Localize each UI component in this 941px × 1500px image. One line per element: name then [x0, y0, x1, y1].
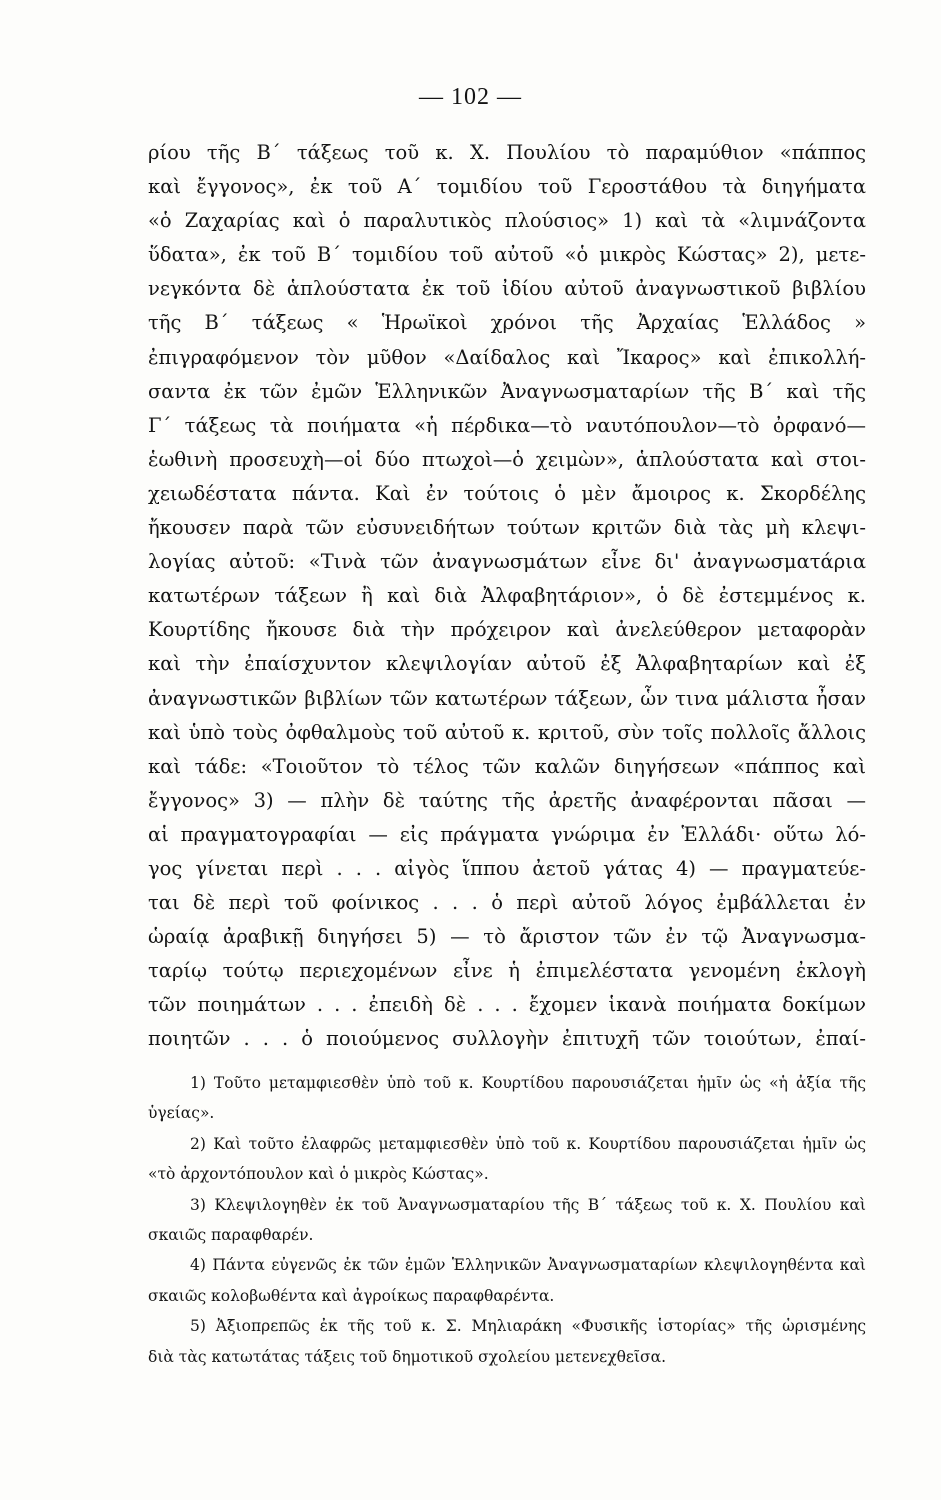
body-line: Γ΄ τάξεως τὰ ποιήματα «ἡ πέρδικα—τὸ ναυτόπουλον—τὸ ὀρφανό— — [148, 413, 866, 437]
body-line: καὶ ὑπὸ τοὺς ὀφθαλμοὺς τοῦ αὐτοῦ κ. κριτοῦ, σὺν τοῖς πολλοῖς ἄλλοις — [148, 720, 866, 744]
body-line: λογίας αὐτοῦ: «Τινὰ τῶν ἀναγνωσμάτων εἶνε δι' ἀναγνωσματάρια — [148, 550, 866, 574]
body-line: τῶν ποιημάτων . . . ἐπειδὴ δὲ . . . ἔχομεν ἱκανὰ ποιήματα δοκίμων — [148, 993, 866, 1017]
body-line: ὕδατα», ἐκ τοῦ Β΄ τομιδίου τοῦ αὐτοῦ «ὁ μικρὸς Κώστας» 2), μετε- — [148, 243, 866, 267]
page-number: — 102 — — [419, 84, 522, 110]
body-line: ἐπιγραφόμενον τὸν μῦθον «Δαίδαλος καὶ Ἴκαρος» καὶ ἐπικολλή- — [148, 345, 866, 369]
body-line: ται δὲ περὶ τοῦ φοίνικος . . . ὁ περὶ αὐτοῦ λόγος ἐμβάλλεται ἐν — [148, 891, 866, 915]
body-line: ἑωθινὴ προσευχὴ—οἱ δύο πτωχοὶ—ὁ χειμὼν», ἁπλούστατα καὶ στοι- — [148, 447, 866, 471]
body-line: ἤκουσεν παρὰ τῶν εὐσυνειδήτων τούτων κριτῶν διὰ τὰς μὴ κλεψι- — [148, 516, 866, 540]
footnote-3: 3) Κλεψιλογηθὲν ἐκ τοῦ Ἀναγνωσματαρίου τῆς Β΄ τάξεως τοῦ κ. Χ. Πουλίου καὶ — [190, 1195, 866, 1214]
body-line: «ὁ Ζαχαρίας καὶ ὁ παραλυτικὸς πλούσιος» 1) καὶ τὰ «λιμνάζοντα — [148, 209, 866, 233]
footnote-4-continuation: σκαιῶς κολοβωθέντα καὶ ἀγροίκως παραφθαρέντα. — [148, 1286, 555, 1305]
body-line: ὡραίᾳ ἀραβικῇ διηγήσει 5) — τὸ ἄριστον τῶν ἐν τῷ Ἀναγνωσμα- — [148, 925, 866, 949]
body-line: γος γίνεται περὶ . . . αἰγὸς ἵππου ἀετοῦ γάτας 4) — πραγματεύε- — [148, 856, 866, 880]
body-line: κατωτέρων τάξεων ἢ καὶ διὰ Ἀλφαβητάριον», ὁ δὲ ἐστεμμένος κ. — [148, 584, 866, 608]
body-text — [148, 136, 866, 1057]
body-line: Κουρτίδης ἤκουσε διὰ τὴν πρόχειρον καὶ ἀνελεύθερον μεταφορὰν — [148, 618, 866, 642]
body-line: χειωδέστατα πάντα. Καὶ ἐν τούτοις ὁ μὲν ἄμοιρος κ. Σκορδέλης — [148, 481, 866, 505]
body-line: σαντα ἐκ τῶν ἐμῶν Ἑλληνικῶν Ἀναγνωσματαρίων τῆς Β΄ καὶ τῆς — [148, 379, 866, 403]
body-line: καὶ ἔγγονος», ἐκ τοῦ Α΄ τομιδίου τοῦ Γεροστάθου τὰ διηγήματα — [148, 175, 866, 199]
body-line: ἔγγονος» 3) — πλὴν δὲ ταύτης τῆς ἀρετῆς ἀναφέρονται πᾶσαι — — [148, 788, 866, 812]
body-line: ρίου τῆς Β΄ τάξεως τοῦ κ. Χ. Πουλίου τὸ παραμύθιον «πάππος — [148, 141, 866, 164]
body-line: ταρίῳ τούτῳ περιεχομένων εἶνε ἡ ἐπιμελέστατα γενομένη ἐκλογὴ — [148, 959, 866, 983]
footnotes — [148, 1068, 866, 1372]
footnote-4: 4) Πάντα εὐγενῶς ἐκ τῶν ἐμῶν Ἑλληνικῶν Ἀναγνωσματαρίων κλεψιλογηθέντα καὶ — [190, 1256, 866, 1275]
footnote-5: 5) Ἀξιοπρεπῶς ἐκ τῆς τοῦ κ. Σ. Μηλιαράκη «Φυσικῆς ἱστορίας» τῆς ὡρισμένης — [190, 1317, 866, 1336]
body-line: αἱ πραγματογραφίαι — εἰς πράγματα γνώριμα ἐν Ἑλλάδι· οὕτω λό- — [148, 822, 866, 846]
body-line: νεγκόντα δὲ ἁπλούστατα ἐκ τοῦ ἰδίου αὐτοῦ ἀναγνωστικοῦ βιβλίου — [148, 277, 866, 301]
footnote-3-continuation: σκαιῶς παραφθαρέν. — [148, 1225, 314, 1244]
footnote-5-continuation: διὰ τὰς κατωτάτας τάξεις τοῦ δημοτικοῦ σχολείου μετενεχθεῖσα. — [148, 1347, 666, 1366]
body-line: ποιητῶν . . . ὁ ποιούμενος συλλογὴν ἐπιτυχῆ τῶν τοιούτων, ἐπαί- — [148, 1027, 866, 1051]
footnote-1-continuation: ὑγείας». — [148, 1104, 215, 1123]
body-line: τῆς Β΄ τάξεως « Ἡρωϊκοὶ χρόνοι τῆς Ἀρχαίας Ἑλλάδος » — [148, 311, 866, 335]
footnote-1: 1) Τοῦτο μεταμφιεσθὲν ὑπὸ τοῦ κ. Κουρτίδου παρουσιάζεται ἡμῖν ὡς «ἡ ἀξία τῆς — [190, 1074, 866, 1092]
footnote-2-continuation: «τὸ ἀρχοντόπουλον καὶ ὁ μικρὸς Κώστας». — [148, 1165, 489, 1184]
body-line: καὶ τὴν ἐπαίσχυντον κλεψιλογίαν αὐτοῦ ἐξ Ἀλφαβηταρίων καὶ ἐξ — [148, 652, 866, 676]
body-line: ἀναγνωστικῶν βιβλίων τῶν κατωτέρων τάξεων, ὧν τινα μάλιστα ἦσαν — [148, 686, 866, 710]
footnote-2: 2) Καὶ τοῦτο ἐλαφρῶς μεταμφιεσθὲν ὑπὸ τοῦ κ. Κουρτίδου παρουσιάζεται ἡμῖν ὡς — [190, 1134, 866, 1153]
body-line: καὶ τάδε: «Τοιοῦτον τὸ τέλος τῶν καλῶν διηγήσεων «πάππος καὶ — [148, 754, 866, 778]
